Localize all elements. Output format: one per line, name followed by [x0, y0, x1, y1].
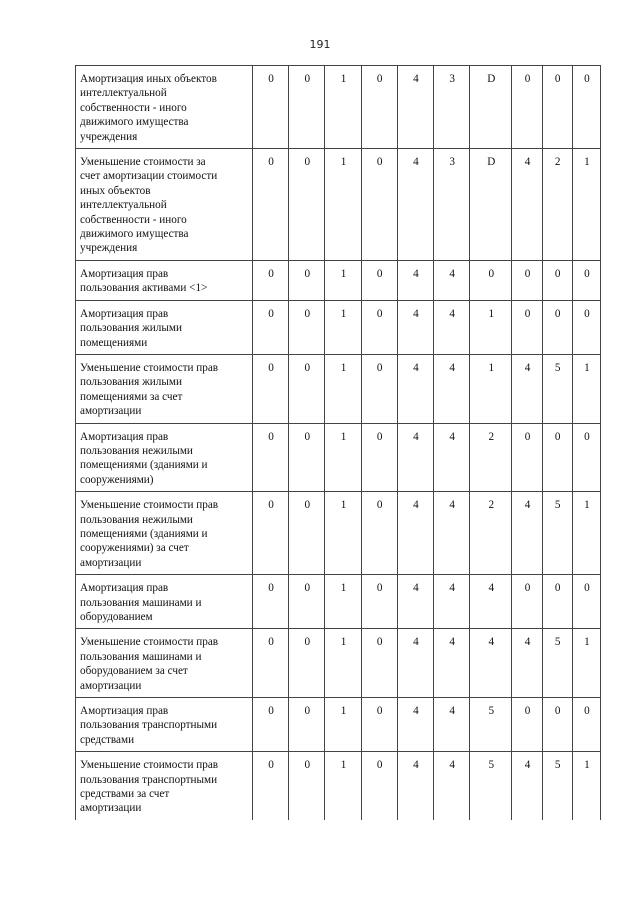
code-digit-cell: 5 — [470, 698, 512, 752]
code-digit-cell: 4 — [397, 354, 433, 423]
code-digit-cell: 5 — [542, 752, 572, 820]
code-digit-cell: 4 — [397, 575, 433, 629]
code-digit-cell: 1 — [325, 149, 361, 261]
code-digit-cell: 0 — [572, 575, 600, 629]
code-digit-cell: 0 — [470, 260, 512, 300]
code-digit-cell: 4 — [512, 752, 542, 820]
row-label: Амортизация прав пользования жилыми помещениями — [76, 300, 253, 354]
code-digit-cell: 0 — [289, 423, 325, 492]
code-digit-cell: 0 — [253, 260, 289, 300]
code-digit-cell: 4 — [434, 354, 470, 423]
code-digit-cell: 0 — [512, 66, 542, 149]
code-digit-cell: 0 — [512, 300, 542, 354]
table-row — [76, 423, 601, 492]
code-digit-cell: 0 — [253, 575, 289, 629]
code-digit-cell: 0 — [289, 492, 325, 575]
code-digit-cell: 2 — [470, 492, 512, 575]
code-digit-cell: 0 — [542, 423, 572, 492]
code-digit-cell: 0 — [512, 575, 542, 629]
code-digit-cell: 0 — [361, 752, 397, 820]
code-digit-cell: 4 — [397, 698, 433, 752]
code-digit-cell: 4 — [434, 300, 470, 354]
table-row — [76, 575, 601, 629]
code-digit-cell: 0 — [289, 300, 325, 354]
code-digit-cell: 5 — [470, 752, 512, 820]
code-digit-cell: 2 — [470, 423, 512, 492]
code-digit-cell: 0 — [289, 354, 325, 423]
code-digit-cell: 0 — [542, 300, 572, 354]
code-digit-cell: 4 — [434, 698, 470, 752]
row-label: Амортизация прав пользования активами <1> — [76, 260, 253, 300]
code-digit-cell: 0 — [361, 260, 397, 300]
code-digit-cell: 4 — [397, 629, 433, 698]
code-digit-cell: 0 — [289, 629, 325, 698]
code-digit-cell: D — [470, 149, 512, 261]
code-digit-cell: 1 — [325, 354, 361, 423]
code-digit-cell: 3 — [434, 149, 470, 261]
code-digit-cell: 1 — [572, 492, 600, 575]
code-digit-cell: 5 — [542, 492, 572, 575]
code-digit-cell: 0 — [542, 66, 572, 149]
code-digit-cell: 2 — [542, 149, 572, 261]
account-codes-table — [75, 65, 601, 820]
code-digit-cell: 0 — [289, 575, 325, 629]
code-digit-cell: 1 — [325, 629, 361, 698]
code-digit-cell: 0 — [361, 629, 397, 698]
code-digit-cell: D — [470, 66, 512, 149]
code-digit-cell: 0 — [289, 752, 325, 820]
code-digit-cell: 0 — [253, 423, 289, 492]
row-label: Амортизация прав пользования машинами и оборудованием — [76, 575, 253, 629]
code-digit-cell: 0 — [253, 149, 289, 261]
code-digit-cell: 5 — [542, 354, 572, 423]
table-row — [76, 698, 601, 752]
code-digit-cell: 0 — [361, 66, 397, 149]
table-row — [76, 66, 601, 149]
code-digit-cell: 0 — [572, 260, 600, 300]
code-digit-cell: 1 — [470, 354, 512, 423]
code-digit-cell: 0 — [542, 575, 572, 629]
code-digit-cell: 1 — [325, 492, 361, 575]
code-digit-cell: 4 — [434, 575, 470, 629]
code-digit-cell: 4 — [434, 492, 470, 575]
code-digit-cell: 4 — [397, 423, 433, 492]
code-digit-cell: 0 — [289, 698, 325, 752]
code-digit-cell: 0 — [572, 423, 600, 492]
code-digit-cell: 1 — [470, 300, 512, 354]
row-label: Амортизация прав пользования нежилыми помещениями (зданиями и сооружениями) — [76, 423, 253, 492]
page-number: 191 — [309, 38, 331, 51]
code-digit-cell: 0 — [542, 698, 572, 752]
code-digit-cell: 1 — [325, 575, 361, 629]
code-digit-cell: 0 — [253, 752, 289, 820]
code-digit-cell: 0 — [512, 423, 542, 492]
code-digit-cell: 4 — [470, 629, 512, 698]
code-digit-cell: 1 — [325, 752, 361, 820]
code-digit-cell: 4 — [397, 260, 433, 300]
code-digit-cell: 4 — [470, 575, 512, 629]
table-row — [76, 752, 601, 820]
code-digit-cell: 0 — [253, 354, 289, 423]
code-digit-cell: 0 — [361, 698, 397, 752]
code-digit-cell: 0 — [572, 66, 600, 149]
code-digit-cell: 4 — [434, 260, 470, 300]
row-label: Уменьшение стоимости прав пользования машинами и оборудованием за счет амортизации — [76, 629, 253, 698]
code-digit-cell: 4 — [397, 752, 433, 820]
code-digit-cell: 1 — [572, 752, 600, 820]
code-digit-cell: 1 — [572, 354, 600, 423]
code-digit-cell: 4 — [434, 629, 470, 698]
code-digit-cell: 0 — [253, 492, 289, 575]
code-digit-cell: 0 — [361, 149, 397, 261]
code-digit-cell: 0 — [512, 698, 542, 752]
code-digit-cell: 4 — [397, 149, 433, 261]
code-digit-cell: 0 — [253, 66, 289, 149]
code-digit-cell: 0 — [572, 300, 600, 354]
code-digit-cell: 0 — [289, 66, 325, 149]
code-digit-cell: 0 — [361, 492, 397, 575]
table-row — [76, 260, 601, 300]
code-digit-cell: 0 — [289, 260, 325, 300]
row-label: Уменьшение стоимости прав пользования транспортными средствами за счет амортизации — [76, 752, 253, 820]
code-digit-cell: 5 — [542, 629, 572, 698]
table-row — [76, 300, 601, 354]
code-digit-cell: 0 — [512, 260, 542, 300]
table-row — [76, 492, 601, 575]
code-digit-cell: 4 — [434, 423, 470, 492]
code-digit-cell: 0 — [572, 698, 600, 752]
table-row — [76, 354, 601, 423]
code-digit-cell: 1 — [572, 149, 600, 261]
code-digit-cell: 4 — [397, 66, 433, 149]
code-digit-cell: 4 — [434, 752, 470, 820]
row-label: Уменьшение стоимости прав пользования жилыми помещениями за счет амортизации — [76, 354, 253, 423]
code-digit-cell: 0 — [361, 423, 397, 492]
code-digit-cell: 4 — [397, 492, 433, 575]
code-digit-cell: 1 — [325, 66, 361, 149]
table-row — [76, 629, 601, 698]
code-digit-cell: 3 — [434, 66, 470, 149]
code-digit-cell: 0 — [289, 149, 325, 261]
table-body — [76, 66, 601, 820]
code-digit-cell: 0 — [361, 354, 397, 423]
code-digit-cell: 4 — [397, 300, 433, 354]
table-row — [76, 149, 601, 261]
row-label: Уменьшение стоимости прав пользования нежилыми помещениями (зданиями и сооружениями) за счет амортизации — [76, 492, 253, 575]
code-digit-cell: 4 — [512, 629, 542, 698]
code-digit-cell: 1 — [325, 300, 361, 354]
code-digit-cell: 1 — [325, 260, 361, 300]
row-label: Уменьшение стоимости за счет амортизации стоимости иных объектов интеллектуальной собственности - иного движимого имущества учреждения — [76, 149, 253, 261]
code-digit-cell: 0 — [253, 629, 289, 698]
row-label: Амортизация прав пользования транспортными средствами — [76, 698, 253, 752]
code-digit-cell: 0 — [253, 300, 289, 354]
code-digit-cell: 4 — [512, 492, 542, 575]
code-digit-cell: 1 — [325, 698, 361, 752]
code-digit-cell: 0 — [361, 300, 397, 354]
row-label: Амортизация иных объектов интеллектуальной собственности - иного движимого имущества учреждения — [76, 66, 253, 149]
code-digit-cell: 4 — [512, 149, 542, 261]
code-digit-cell: 4 — [512, 354, 542, 423]
code-digit-cell: 1 — [325, 423, 361, 492]
code-digit-cell: 0 — [542, 260, 572, 300]
code-digit-cell: 0 — [361, 575, 397, 629]
code-digit-cell: 0 — [253, 698, 289, 752]
code-digit-cell: 1 — [572, 629, 600, 698]
